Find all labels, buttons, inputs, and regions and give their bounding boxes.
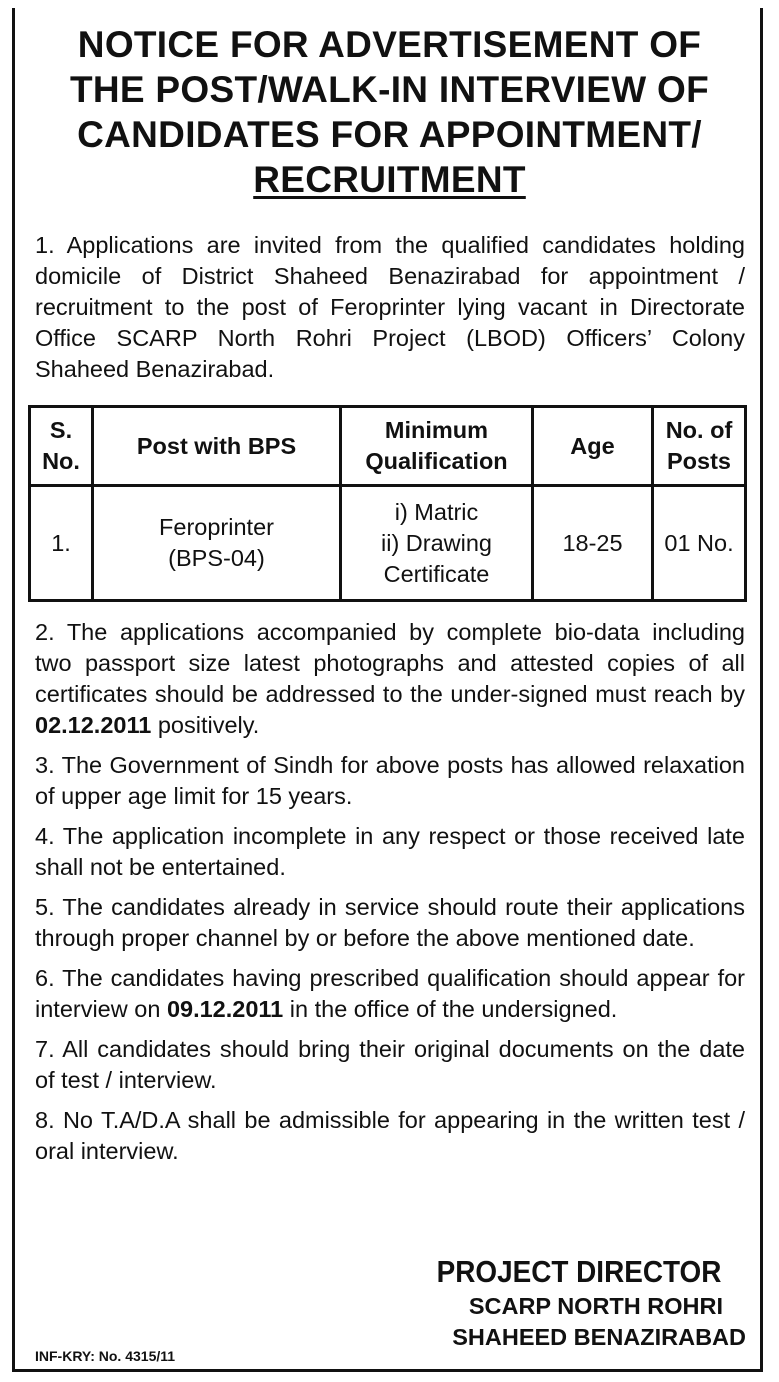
paragraph-7: 7. All candidates should bring their original documents on the date of test / interview. [35,1036,745,1093]
title-line: CANDIDATES FOR APPOINTMENT/ [77,114,702,155]
paragraph-text: positively. [151,712,260,738]
table-row [30,486,746,601]
qualification-line: Certificate [383,560,490,587]
title-line: RECRUITMENT [253,159,526,200]
paragraph-text: 2. The applications accompanied by complete bio-data including two passport size latest photographs and attested copies of all certificates should be addressed to the under-signed must reach by [35,619,745,707]
reference-number: INF-KRY: No. 4315/11 [35,1348,176,1364]
paragraph-3: 3. The Government of Sindh for above posts has allowed relaxation of upper age limit for 15 years. [35,752,745,809]
title-line: NOTICE FOR ADVERTISEMENT OF [77,24,702,65]
vacancy-table [28,405,747,602]
header-sno: S. No. [30,407,93,486]
qualification-line: ii) Drawing [381,529,492,556]
header-posts: No. of Posts [653,407,746,486]
paragraph-text: in the office of the undersigned. [283,996,618,1022]
signatory-title: PROJECT DIRECTOR [436,1254,721,1289]
table-header-row [30,407,746,486]
paragraph-4: 4. The application incomplete in any respect or those received late shall not be entertained. [35,823,745,880]
cell-qualification [341,486,533,601]
paragraph-5: 5. The candidates already in service should route their applications through proper channel by or before the above mentioned date. [35,894,745,951]
cell-posts: 01 No. [653,486,746,601]
paragraphs [35,617,745,1176]
paragraph-text: 1. Applications are invited from the qualified candidates holding domicile of District Shaheed Benazirabad for appointment / recruitment to the post of Feroprinter lying vacant in Directorate Office SCARP North Rohri Project (LBOD) Officers’ Colony Shaheed Benazirabad. [35,232,745,382]
signatory-location: SHAHEED BENAZIRABAD [452,1324,746,1350]
header-qualification: Minimum Qualification [341,407,533,486]
cell-age: 18-25 [533,486,653,601]
paragraph-1 [35,230,745,394]
paragraph-8: 8. No T.A/D.A shall be admissible for appearing in the written test / oral interview. [35,1107,745,1164]
header-age: Age [533,407,653,486]
post-bps: (BPS-04) [168,545,265,571]
header-post: Post with BPS [93,407,341,486]
notice-title [20,22,759,202]
deadline-date: 02.12.2011 [35,712,152,738]
qualification-line: i) Matric [394,498,479,525]
title-line: THE POST/WALK-IN INTERVIEW OF [69,69,710,110]
paragraph-text: 6. The candidates having prescribed qualification should appear for interview on [35,965,745,1022]
paragraph-2 [35,617,745,741]
interview-date: 09.12.2011 [166,996,284,1022]
cell-sno: 1. [30,486,93,601]
paragraph-6 [35,963,745,1025]
cell-post [93,486,341,601]
signatory-office: SCARP NORTH ROHRI [468,1293,723,1319]
post-name: Feroprinter [159,514,274,540]
